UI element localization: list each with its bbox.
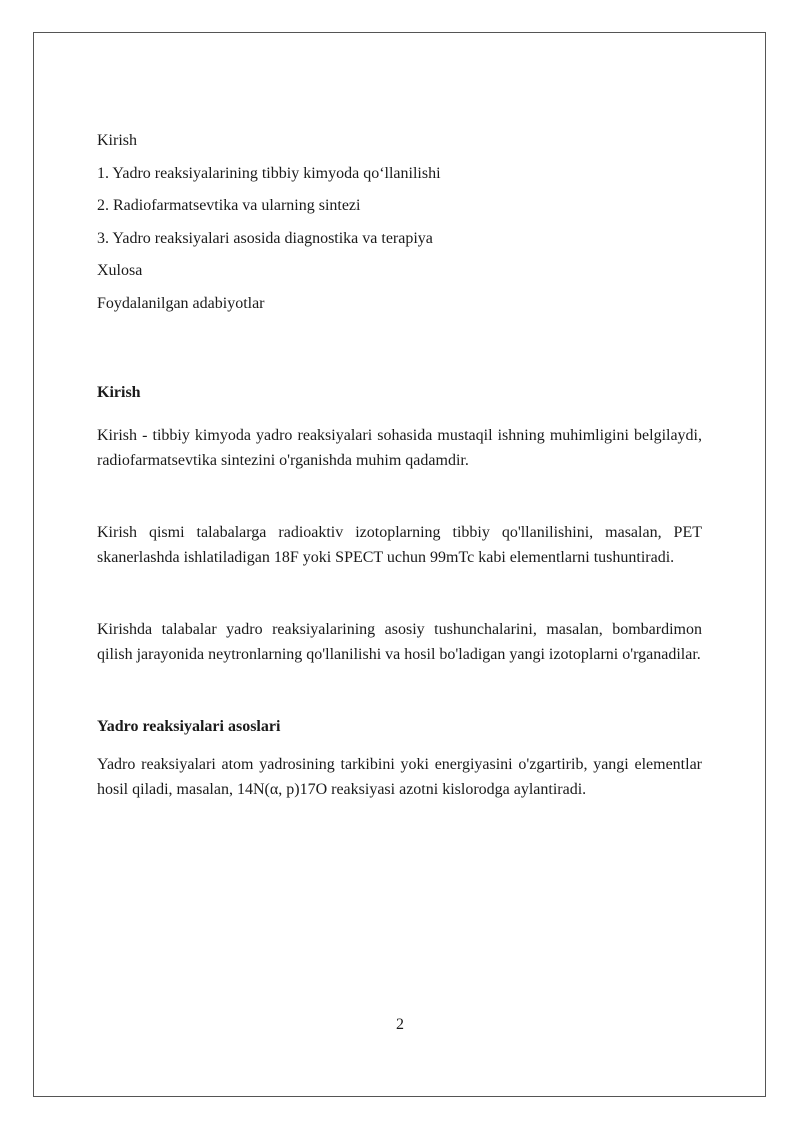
table-of-contents xyxy=(97,130,702,315)
intro-paragraph-1: Kirish - tibbiy kimyoda yadro reaksiyalari sohasida mustaqil ishning muhimligini belgilaydi, radiofarmatsevtika sintezini o'rganishda muhim qadamdir. xyxy=(97,426,702,469)
intro-paragraph-2: Kirish qismi talabalarga radioaktiv izotoplarning tibbiy qo'llanilishini, masalan, PET skanerlashda ishlatiladigan 18F yoki SPECT uchun 99mTc kabi elementlarni tushuntiradi. xyxy=(97,523,702,566)
intro-heading: Kirish xyxy=(97,383,141,401)
toc-item-intro: Kirish xyxy=(97,132,137,149)
basics-paragraph: Yadro reaksiyalari atom yadrosining tarkibini yoki energiyasini o'zgartirib, yangi elementlar hosil qiladi, masalan, 14N(α, p)17O reaksiyasi azotni kislorodga aylantiradi. xyxy=(97,755,702,798)
toc-item-references: Foydalanilgan adabiyotlar xyxy=(97,294,265,312)
toc-item-chapter-2: 2. Radiofarmatsevtika va ularning sintezi xyxy=(97,197,361,214)
page-number: 2 xyxy=(396,1016,404,1033)
basics-heading: Yadro reaksiyalari asoslari xyxy=(97,717,281,735)
page-content xyxy=(97,130,702,802)
toc-item-chapter-1: 1. Yadro reaksiyalarining tibbiy kimyoda qo‘llanilishi xyxy=(97,164,441,182)
toc-item-conclusion: Xulosa xyxy=(97,262,143,279)
intro-paragraph-3: Kirishda talabalar yadro reaksiyalarining asosiy tushunchalarini, masalan, bombardimon qilish jarayonida neytronlarning qo'llanilishi va hosil bo'ladigan yangi izotoplarni o'rganadilar. xyxy=(97,620,702,663)
toc-item-chapter-3: 3. Yadro reaksiyalari asosida diagnostika va terapiya xyxy=(97,229,433,247)
